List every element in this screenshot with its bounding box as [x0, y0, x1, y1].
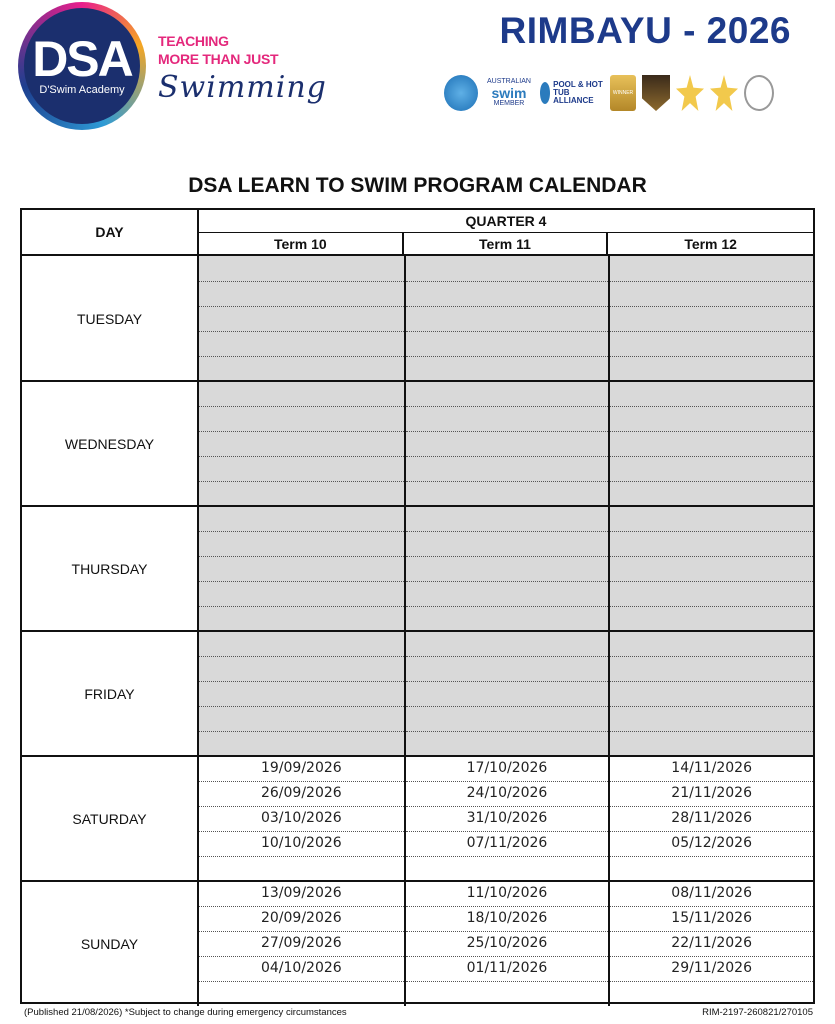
term-header: Term 10	[199, 233, 404, 256]
dotted-divider	[199, 331, 404, 332]
calendar-cell	[199, 506, 404, 631]
day-label: SUNDAY	[22, 881, 199, 1006]
calendar-cell	[406, 381, 609, 506]
dotted-divider	[199, 406, 404, 407]
calendar-table	[20, 208, 815, 1004]
session-date: 15/11/2026	[671, 910, 752, 926]
session-date: 08/11/2026	[671, 885, 752, 901]
australian-swim-badge-icon	[484, 75, 534, 111]
session-date: 24/10/2026	[466, 785, 548, 801]
ring-award-badge-icon	[744, 75, 774, 111]
dotted-divider	[610, 456, 813, 457]
winner-award-badge-icon	[610, 75, 636, 111]
dotted-divider	[199, 556, 404, 557]
dotted-divider	[610, 706, 813, 707]
session-date: 14/11/2026	[671, 760, 752, 776]
calendar-cell	[610, 881, 813, 1006]
day-label: WEDNESDAY	[22, 381, 199, 506]
dotted-divider	[610, 531, 813, 532]
dotted-divider	[199, 731, 404, 732]
dotted-divider	[406, 606, 609, 607]
tagline-line-1: TEACHING	[158, 33, 229, 49]
session-date: 07/11/2026	[466, 835, 548, 851]
calendar-cell	[610, 256, 813, 381]
dotted-divider	[406, 331, 609, 332]
dotted-divider	[199, 431, 404, 432]
dotted-divider	[610, 306, 813, 307]
session-date: 22/11/2026	[671, 935, 752, 951]
dotted-divider	[610, 331, 813, 332]
day-row-divider	[22, 755, 813, 757]
dotted-divider	[610, 406, 813, 407]
dotted-divider	[199, 456, 404, 457]
session-date: 20/09/2026	[260, 910, 342, 926]
calendar-cell	[406, 756, 609, 881]
dotted-divider	[610, 281, 813, 282]
dotted-divider	[406, 556, 609, 557]
dotted-divider	[406, 481, 609, 482]
dotted-divider	[610, 856, 813, 857]
session-date: 17/10/2026	[466, 760, 548, 776]
calendar-cell	[610, 506, 813, 631]
session-date: 18/10/2026	[466, 910, 548, 926]
award-badges	[444, 72, 794, 114]
session-date: 21/11/2026	[671, 785, 752, 801]
dotted-divider	[406, 981, 609, 982]
dotted-divider	[199, 281, 404, 282]
day-row-divider	[22, 630, 813, 632]
dotted-divider	[406, 431, 609, 432]
footer-published-note: (Published 21/08/2026) *Subject to change during emergency circumstances	[24, 1007, 347, 1018]
dsa-logo	[18, 2, 146, 130]
dotted-divider	[610, 606, 813, 607]
day-label: FRIDAY	[22, 631, 199, 756]
dotted-divider	[199, 681, 404, 682]
quarter-header: QUARTER 4	[199, 210, 813, 233]
tagline-script: Swimming	[158, 70, 327, 105]
day-row-divider	[22, 505, 813, 507]
calendar-cell	[199, 256, 404, 381]
dotted-divider	[199, 981, 404, 982]
session-date: 04/10/2026	[260, 960, 342, 976]
pool-alliance-text: POOL & HOT TUB ALLIANCE	[553, 80, 603, 105]
session-date: 25/10/2026	[466, 935, 548, 951]
footer-reference-code: RIM-2197-260821/270105	[702, 1007, 813, 1018]
dotted-divider	[199, 656, 404, 657]
dotted-divider	[610, 981, 813, 982]
dotted-divider	[199, 531, 404, 532]
round-seal-badge-icon	[444, 75, 478, 111]
dotted-divider	[406, 406, 609, 407]
dotted-divider	[406, 356, 609, 357]
session-date: 31/10/2026	[466, 810, 548, 826]
session-date: 03/10/2026	[260, 810, 342, 826]
calendar-cell	[199, 381, 404, 506]
dotted-divider	[199, 306, 404, 307]
day-label: SATURDAY	[22, 756, 199, 881]
session-date: 26/09/2026	[260, 785, 342, 801]
calendar-cell	[406, 881, 609, 1006]
asa-bottom-text: MEMBER	[493, 100, 525, 107]
document-title: DSA LEARN TO SWIM PROGRAM CALENDAR	[188, 174, 647, 197]
dotted-divider	[406, 656, 609, 657]
day-column-header: DAY	[22, 210, 199, 256]
asa-top-text: AUSTRALIAN	[487, 78, 531, 85]
water-drop-icon	[540, 82, 550, 104]
calendar-cell	[406, 631, 609, 756]
dotted-divider	[406, 681, 609, 682]
day-label: TUESDAY	[22, 256, 199, 381]
dotted-divider	[610, 481, 813, 482]
site-title: RIMBAYU - 2026	[499, 10, 791, 51]
tagline	[158, 32, 327, 106]
session-date: 01/11/2026	[466, 960, 548, 976]
dotted-divider	[406, 856, 609, 857]
dotted-divider	[199, 606, 404, 607]
star-award-badge-2-icon	[710, 75, 738, 111]
calendar-cell	[406, 506, 609, 631]
dotted-divider	[406, 706, 609, 707]
star-award-badge-icon	[676, 75, 704, 111]
calendar-cell	[610, 631, 813, 756]
term-column-divider	[404, 256, 406, 1006]
session-date: 29/11/2026	[671, 960, 752, 976]
winner-text: WINNER	[612, 90, 634, 96]
session-date: 10/10/2026	[260, 835, 342, 851]
calendar-cell	[610, 381, 813, 506]
asa-big-text: swim	[491, 85, 527, 101]
calendar-cell	[199, 881, 404, 1006]
dotted-divider	[199, 356, 404, 357]
term-header: Term 12	[608, 233, 813, 256]
calendar-cell	[199, 756, 404, 881]
term-header: Term 11	[404, 233, 609, 256]
tagline-line-2: MORE THAN JUST	[158, 51, 279, 67]
day-row-divider	[22, 380, 813, 382]
calendar-cell	[406, 256, 609, 381]
dotted-divider	[610, 681, 813, 682]
session-date: 19/09/2026	[260, 760, 342, 776]
dotted-divider	[610, 731, 813, 732]
pool-hot-tub-alliance-badge-icon	[540, 75, 604, 111]
day-label: THURSDAY	[22, 506, 199, 631]
dotted-divider	[199, 706, 404, 707]
dotted-divider	[406, 306, 609, 307]
session-date: 05/12/2026	[671, 835, 752, 851]
dotted-divider	[199, 856, 404, 857]
day-row-divider	[22, 880, 813, 882]
logo-subtext: D'Swim Academy	[39, 84, 125, 96]
session-date: 28/11/2026	[671, 810, 752, 826]
dotted-divider	[610, 431, 813, 432]
dotted-divider	[610, 556, 813, 557]
session-date: 11/10/2026	[466, 885, 548, 901]
dotted-divider	[610, 656, 813, 657]
dotted-divider	[406, 281, 609, 282]
dotted-divider	[406, 581, 609, 582]
logo-text: DSA	[32, 31, 132, 87]
dotted-divider	[406, 456, 609, 457]
session-date: 13/09/2026	[260, 885, 342, 901]
dotted-divider	[406, 531, 609, 532]
calendar-cell	[610, 756, 813, 881]
shield-award-badge-icon	[642, 75, 670, 111]
dotted-divider	[610, 581, 813, 582]
dotted-divider	[199, 581, 404, 582]
dotted-divider	[610, 356, 813, 357]
calendar-cell	[199, 631, 404, 756]
dotted-divider	[406, 731, 609, 732]
session-date: 27/09/2026	[260, 935, 342, 951]
term-column-divider	[608, 256, 610, 1006]
dotted-divider	[199, 481, 404, 482]
